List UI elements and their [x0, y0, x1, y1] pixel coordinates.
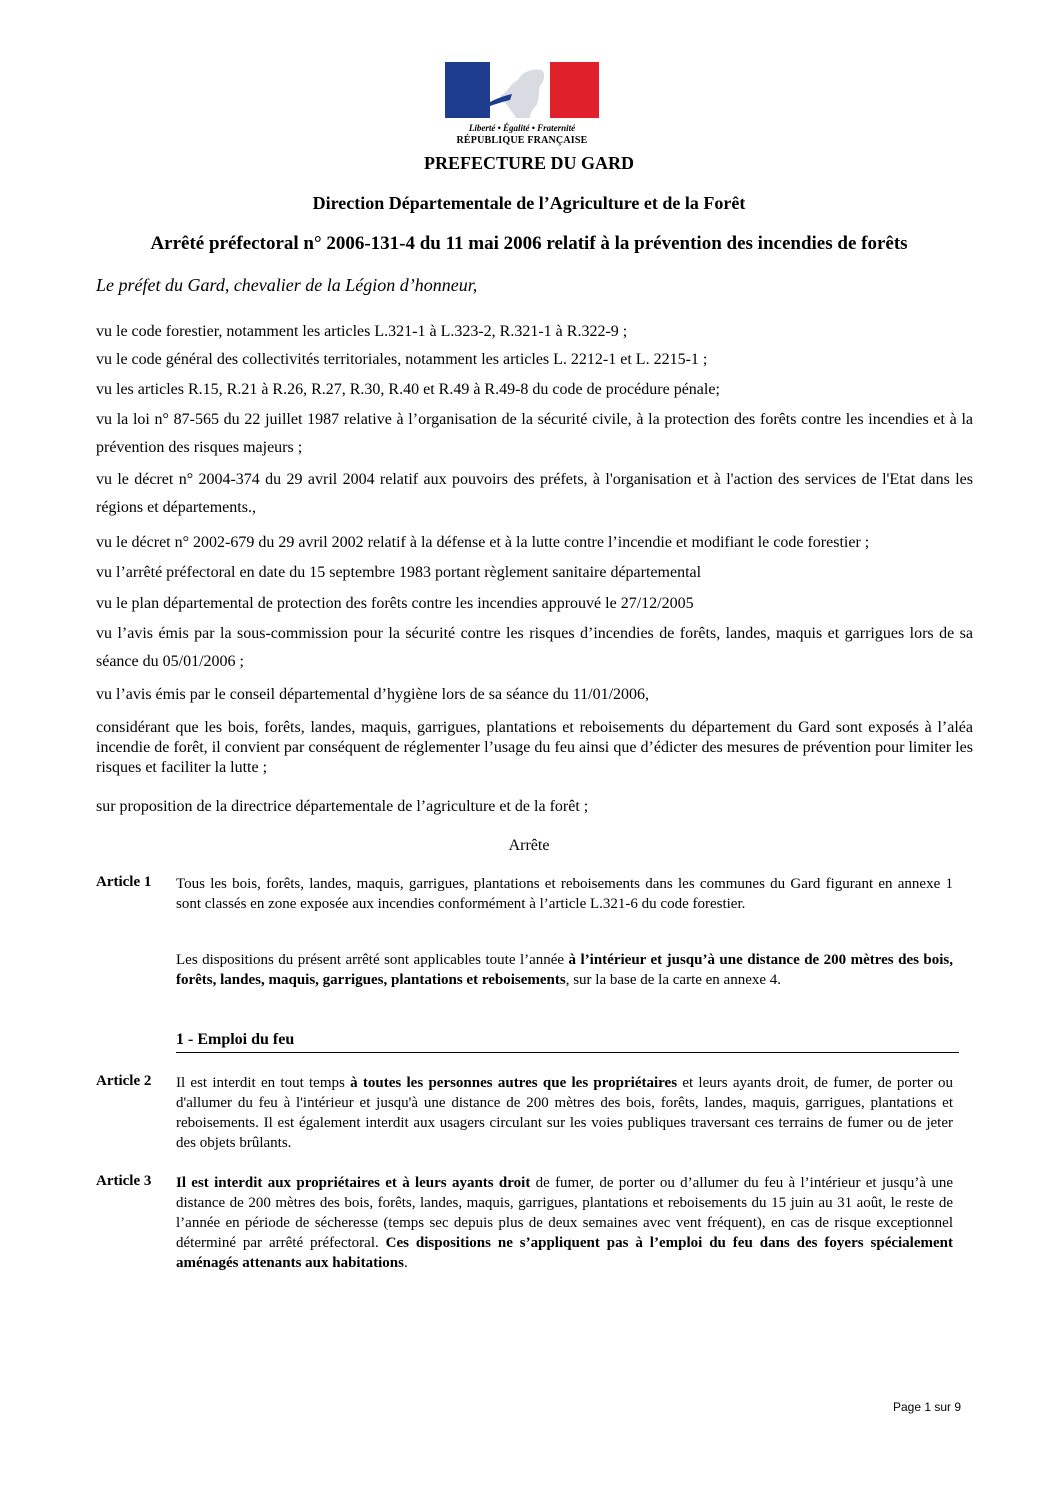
proposition-paragraph: sur proposition de la directrice départementale de l’agriculture et de la forêt ; — [96, 798, 589, 815]
visa-9: vu l’avis émis par la sous-commission pour la sécurité contre les risques d’incendies de forêts, landes, maquis et garrigues lors de sa séance du 05/01/2006 ; — [96, 625, 973, 670]
article-3-label: Article 3 — [96, 1173, 152, 1189]
arrete-heading: Arrête — [508, 837, 550, 854]
page-number: Page 1 sur 9 — [893, 1400, 962, 1414]
visa-4: vu la loi n° 87-565 du 22 juillet 1987 relative à l’organisation de la sécurité civile, à la protection des forêts contre les incendies et à la prévention des risques majeurs ; — [96, 411, 973, 456]
considerant-paragraph: considérant que les bois, forêts, landes, maquis, garrigues, plantations et reboisements du département du Gard sont exposés à l’aléa incendie de forêt, il convient par conséquent de réglementer l’usage du feu ainsi que d’édicter des mesures de prévention pour limiter les risques et faciliter la lutte ; — [96, 719, 973, 776]
prefect-intro: Le préfet du Gard, chevalier de la Légion d’honneur, — [96, 275, 478, 295]
republique-francaise: RÉPUBLIQUE FRANÇAISE — [456, 135, 588, 146]
visa-8: vu le plan départemental de protection des forêts contre les incendies approuvé le 27/12/2005 — [96, 595, 694, 612]
section-emploi-du-feu: 1 - Emploi du feu — [176, 1031, 959, 1053]
article-2-label: Article 2 — [96, 1073, 152, 1089]
marianne-profile-icon — [490, 62, 550, 118]
visa-10: vu l’avis émis par le conseil départemental d’hygiène lors de sa séance du 11/01/2006, — [96, 686, 650, 703]
prefecture-name: PREFECTURE DU GARD — [423, 153, 634, 173]
visa-2: vu le code général des collectivités territoriales, notamment les articles L. 2212-1 et L. 2215-1 ; — [96, 351, 708, 368]
article-1-paragraph-1: Tous les bois, forêts, landes, maquis, garrigues, plantations et reboisements dans les communes du Gard figurant en annexe 1 sont classés en zone exposée aux incendies conformément à l’article L.321-6 du code forestier. — [176, 876, 953, 912]
article-1-paragraph-2: Les dispositions du présent arrêté sont applicables toute l’année à l’intérieur et jusqu’à une distance de 200 mètres des bois, forêts, landes, maquis, garrigues, plantations et reboisements, sur la base de la carte en annexe 4. — [176, 952, 954, 988]
tricolor-flag — [445, 62, 599, 118]
article-3-body: Il est interdit aux propriétaires et à leurs ayants droit de fumer, de porter ou d’allumer du feu à l’intérieur et jusqu’à une distance de 200 mètres des bois, forêts, landes, maquis, garrigues, plantations et reboisements du 15 juin au 31 août, le reste de l’année en période de sécheresse (temps sec depuis plus de deux semaines avec vent fréquent), en cas de risque exceptionnel déterminé par arrêté préfectoral. Ces dispositions ne s’appliquent pas à l’emploi du feu dans des foyers spécialement aménagés attenants aux habitations. — [176, 1175, 953, 1271]
visa-6: vu le décret n° 2002-679 du 29 avril 2002 relatif à la défense et à la lutte contre l’incendie et modifiant le code forestier ; — [96, 534, 870, 551]
article-2-body: Il est interdit en tout temps à toutes les personnes autres que les propriétaires et leurs ayants droit, de fumer, de porter ou d'allumer du feu à l'intérieur et jusqu'à une distance de 200 mètres des bois, forêts, landes, maquis, garrigues, plantations et reboisements. Il est également interdit aux usagers circulant sur les voies publiques traversant ces terrains de fumer ou de jeter des objets brûlants. — [176, 1075, 953, 1151]
visa-1: vu le code forestier, notamment les articles L.321-1 à L.323-2, R.321-1 à R.322-9 ; — [96, 323, 628, 340]
visa-3: vu les articles R.15, R.21 à R.26, R.27, R.30, R.40 et R.49 à R.49-8 du code de procédure pénale; — [96, 381, 720, 398]
document-title: Arrêté préfectoral n° 2006-131-4 du 11 mai 2006 relatif à la prévention des incendies de forêts — [150, 233, 908, 254]
visa-7: vu l’arrêté préfectoral en date du 15 septembre 1983 portant règlement sanitaire départemental — [96, 564, 702, 581]
direction-name: Direction Départementale de l’Agriculture et de la Forêt — [312, 193, 746, 213]
visa-5: vu le décret n° 2004-374 du 29 avril 2004 relatif aux pouvoirs des préfets, à l'organisation et à l'action des services de l'Etat dans les régions et départements., — [96, 471, 973, 516]
article-1-label: Article 1 — [96, 874, 152, 890]
marianne-logo — [445, 62, 599, 146]
republic-motto: Liberté • Égalité • Fraternité — [468, 123, 576, 133]
